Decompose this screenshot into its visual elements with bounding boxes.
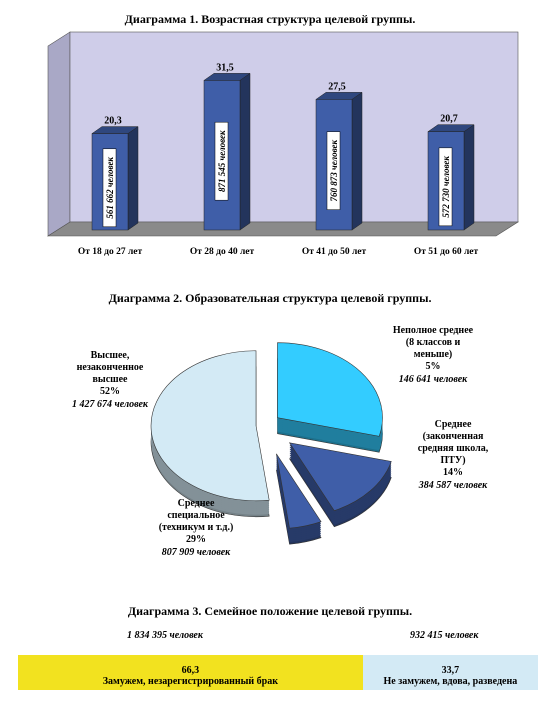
chart1-bar-label: 561 662 человек — [105, 156, 115, 219]
chart2-slice-label: 14% — [443, 467, 463, 478]
chart1-bar-side — [464, 125, 474, 230]
chart1-bar-label-group — [103, 149, 116, 227]
chart1-bar-label-group — [215, 122, 228, 200]
chart2-slice-label: 29% — [186, 534, 206, 545]
chart2-slice-label: Среднее — [177, 498, 215, 509]
chart2-slice-label: Высшее, — [90, 350, 130, 361]
chart1-bar-label-group — [439, 148, 452, 226]
chart3-count-married: 1 834 395 человек — [127, 630, 203, 641]
chart3-stacked-bar — [18, 655, 538, 690]
chart1-bar-label-group — [327, 132, 340, 210]
chart1-bar-side — [240, 73, 250, 230]
chart1-value-label: 20,7 — [440, 113, 458, 125]
chart2-slice-label: Неполное среднее — [392, 325, 474, 336]
chart1-category-label: От 41 до 50 лет — [301, 247, 367, 257]
chart1-value-label: 27,5 — [328, 81, 346, 93]
chart2-slice-count: 807 909 человек — [161, 547, 231, 558]
chart2-slice-label: специальное — [167, 510, 225, 521]
chart1-bar-label: 760 873 человек — [329, 139, 339, 202]
chart3-count-unmarried: 932 415 человек — [410, 630, 479, 641]
chart2-slice-label: средняя школа, — [417, 443, 489, 454]
chart2-slice-count: 1 427 674 человек — [72, 399, 148, 410]
chart1-category-label: От 28 до 40 лет — [189, 247, 255, 257]
chart1-title: Диаграмма 1. Возрастная структура целевой группы. — [124, 12, 416, 26]
chart1-category-label: От 51 до 60 лет — [413, 247, 479, 257]
chart3-value-unmarried: 33,7 — [441, 665, 460, 676]
chart1-value-label: 20,3 — [104, 115, 122, 127]
chart3-value-married: 66,3 — [181, 665, 200, 676]
chart2-slice-label: меньше) — [413, 349, 453, 360]
chart1-bar-label: 572 730 человек — [441, 156, 451, 218]
chart1-side-wall — [48, 32, 70, 236]
chart2-slice-label: незаконченное — [76, 362, 144, 373]
chart1-plot — [0, 26, 540, 276]
chart3-label-married: Замужем, незарегистрированный брак — [102, 676, 279, 687]
chart3-label-unmarried: Не замужем, вдова, разведена — [383, 676, 518, 687]
chart2-plot — [0, 300, 540, 600]
chart3-title: Диаграмма 3. Семейное положение целевой группы. — [127, 604, 413, 618]
chart2-slice-label: (8 классов и — [405, 337, 461, 348]
chart2-slice-count: 146 641 человек — [398, 374, 468, 385]
chart2-slice-label: (техникум и т.д.) — [158, 522, 234, 533]
chart2-slice-label: 5% — [425, 361, 441, 372]
chart1-category-label: От 18 до 27 лет — [77, 247, 143, 257]
chart2-title: Диаграмма 2. Образовательная структура целевой группы. — [108, 291, 432, 305]
chart1-bar-side — [352, 92, 362, 230]
chart2-slice-label: 52% — [100, 386, 120, 397]
chart2-slice-label: высшее — [92, 374, 128, 385]
chart2-slice-label: (законченная — [422, 431, 484, 442]
chart3-segment-married — [18, 655, 363, 690]
chart3-segment-unmarried — [363, 655, 538, 690]
chart1-value-label: 31,5 — [216, 62, 234, 74]
chart2-slice-label: ПТУ) — [440, 455, 466, 466]
chart1-bar-label: 871 545 человек — [217, 130, 227, 192]
chart2-slice-label: Среднее — [434, 419, 472, 430]
chart1-bar-side — [128, 127, 138, 230]
chart2-slice-count: 384 587 человек — [418, 480, 488, 491]
